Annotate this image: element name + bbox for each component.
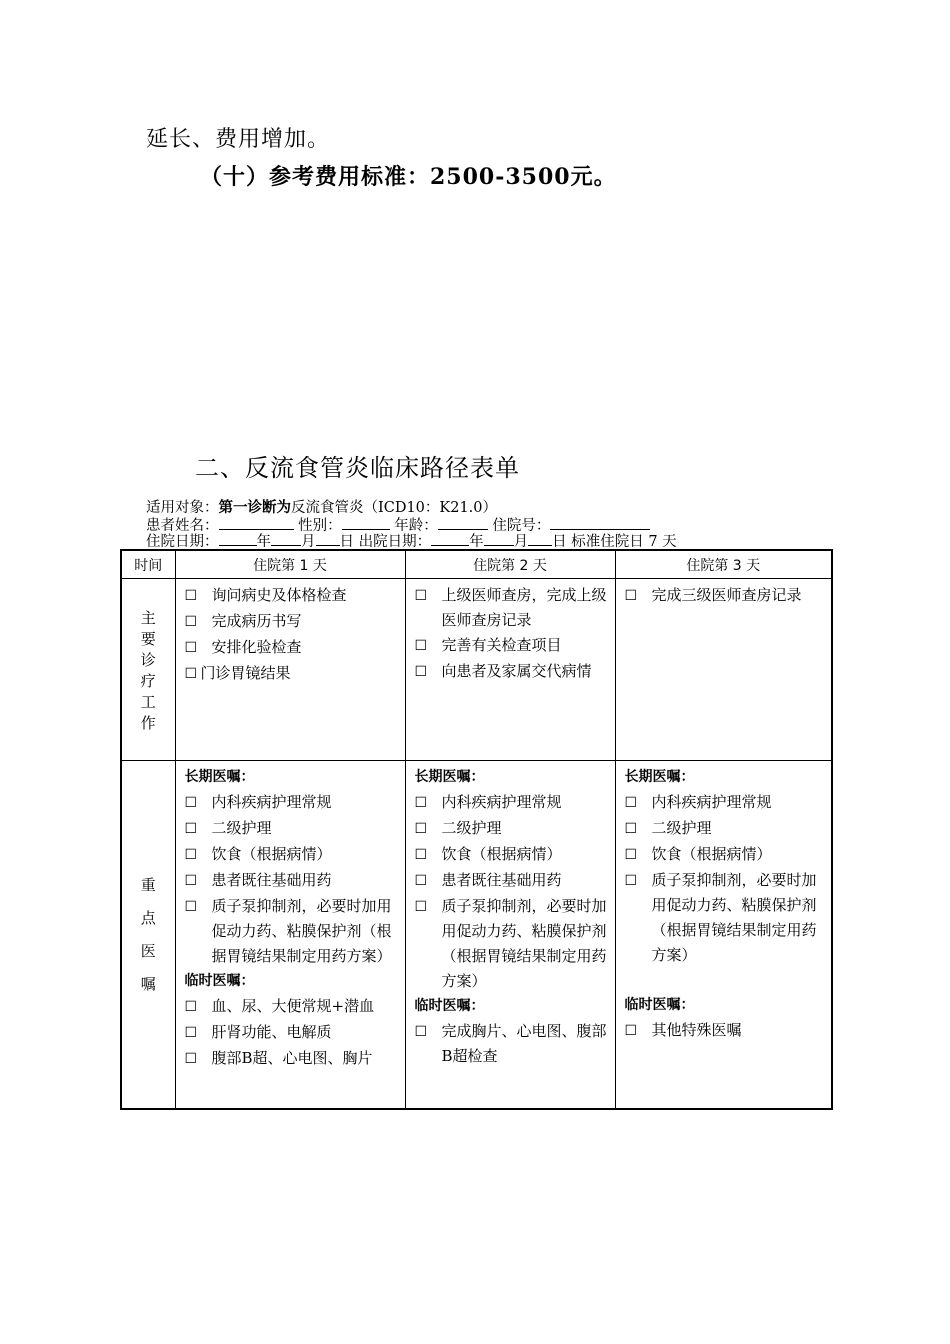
item-text: 饮食（根据病情） — [211, 845, 332, 863]
item-text: 安排化验检查 — [211, 638, 302, 656]
admit-date-label: 住院日期： — [146, 534, 219, 550]
day-label: 日 — [552, 534, 567, 550]
label-char: 主 — [140, 608, 156, 627]
list-item — [185, 868, 399, 894]
main-work-day3 — [615, 579, 832, 761]
item-text: 完善有关检查项目 — [441, 636, 562, 654]
hosp-no-label: 住院号： — [492, 518, 551, 534]
checkbox[interactable] — [185, 1020, 212, 1046]
list-item — [415, 633, 609, 659]
orders-day3 — [615, 761, 832, 1109]
item-text: 内科疾病护理常规 — [211, 793, 332, 811]
list-item — [625, 583, 826, 609]
item-text: 饮食（根据病情） — [441, 845, 562, 863]
year-label: 年 — [469, 534, 484, 550]
label-char: 要 — [140, 629, 156, 648]
long-term-heading: 长期医嘱： — [624, 769, 695, 785]
list-item — [415, 894, 609, 994]
discharge-day-field[interactable] — [528, 532, 552, 546]
checkbox[interactable] — [185, 842, 212, 868]
main-work-row — [121, 579, 832, 761]
list-item — [415, 842, 609, 868]
item-text: 完成胸片、心电图、腹部B超检查 — [441, 1022, 607, 1065]
item-text: 肝肾功能、电解质 — [211, 1023, 332, 1041]
admit-day-field[interactable] — [316, 532, 340, 546]
main-work-day1 — [175, 579, 405, 761]
list-item — [415, 816, 609, 842]
list-item — [185, 894, 399, 969]
item-text: 二级护理 — [441, 819, 502, 837]
sex-field[interactable] — [342, 516, 390, 530]
list-item — [625, 790, 826, 816]
list-item — [625, 842, 826, 868]
list-item — [185, 790, 399, 816]
checkbox[interactable] — [185, 868, 212, 894]
long-term-heading: 长期医嘱： — [184, 769, 255, 785]
list-item — [185, 994, 399, 1020]
checkbox[interactable] — [625, 583, 652, 609]
list-item — [625, 1018, 826, 1044]
checkbox[interactable] — [185, 894, 212, 969]
checkbox[interactable] — [415, 790, 442, 816]
item-text: 上级医师查房，完成上级医师查房记录 — [441, 586, 607, 629]
item-text: 询问病史及体格检查 — [211, 586, 347, 604]
item-text: 完成病历书写 — [211, 612, 302, 630]
month-label: 月 — [513, 534, 529, 550]
list-item — [415, 868, 609, 894]
label-char: 医 — [140, 942, 156, 961]
list-item — [415, 790, 609, 816]
list-item — [185, 583, 399, 609]
orders-day1 — [175, 761, 405, 1109]
temporary-heading: 临时医嘱： — [184, 973, 255, 989]
header-day1: 住院第 1 天 — [175, 550, 405, 579]
main-work-day2 — [405, 579, 615, 761]
item-text: 质子泵抑制剂，必要时加用促动力药、粘膜保护剂（根据胃镜结果制定用药方案） — [211, 897, 392, 965]
applicable-label: 适用对象： — [146, 500, 219, 516]
month-label: 月 — [301, 534, 316, 550]
patient-name-field[interactable] — [219, 516, 294, 530]
item-text: 其他特殊医嘱 — [651, 1021, 742, 1039]
admit-month-field[interactable] — [271, 532, 301, 546]
temporary-heading: 临时医嘱： — [414, 998, 485, 1014]
item-text: 向患者及家属交代病情 — [441, 662, 592, 680]
hosp-no-field[interactable] — [550, 516, 650, 530]
checkbox[interactable] — [415, 1019, 442, 1069]
checkbox[interactable] — [185, 994, 212, 1020]
day-label: 日 — [339, 534, 354, 550]
applicable-rest: 反流食管炎（ICD10：K21.0） — [291, 500, 498, 516]
patient-name-label: 患者姓名： — [146, 518, 219, 534]
checkbox[interactable] — [625, 790, 652, 816]
orders-row — [121, 761, 832, 1109]
list-item — [185, 1046, 399, 1072]
checkbox[interactable] — [625, 816, 652, 842]
header-day2: 住院第 2 天 — [405, 550, 615, 579]
checkbox[interactable] — [185, 1046, 212, 1072]
list-item — [625, 868, 826, 968]
checkbox[interactable] — [415, 868, 442, 894]
item-text: 内科疾病护理常规 — [441, 793, 562, 811]
item-text: 二级护理 — [651, 819, 712, 837]
checkbox[interactable] — [415, 816, 442, 842]
item-text: 腹部B超、心电图、胸片 — [211, 1049, 373, 1067]
main-work-label — [121, 579, 175, 761]
clinical-pathway-table — [120, 549, 833, 1110]
list-item — [185, 1020, 399, 1046]
checkbox[interactable] — [415, 583, 442, 633]
item-text: 患者既往基础用药 — [211, 871, 332, 889]
discharge-date-label: 出院日期： — [358, 534, 432, 550]
checkbox[interactable] — [185, 635, 212, 661]
item-text: 患者既往基础用药 — [441, 871, 562, 889]
standard-stay-label: 标准住院日 7 天 — [571, 534, 677, 550]
section-title: 二、反流食管炎临床路径表单 — [195, 454, 520, 482]
applicable-bold: 第一诊断为 — [218, 499, 291, 516]
item-text: 饮食（根据病情） — [651, 845, 772, 863]
checkbox[interactable] — [415, 842, 442, 868]
item-text: 血、尿、大便常规+潜血 — [211, 997, 375, 1015]
item-text: 质子泵抑制剂，必要时加用促动力药、粘膜保护剂（根据胃镜结果制定用药方案） — [651, 871, 817, 964]
checkbox[interactable] — [625, 1018, 652, 1044]
header-day3: 住院第 3 天 — [615, 550, 832, 579]
continuation-text: 延长、费用增加。 — [146, 127, 331, 152]
orders-day2 — [405, 761, 615, 1109]
header-time: 时间 — [121, 550, 175, 579]
list-item — [415, 1019, 609, 1069]
item-text: 质子泵抑制剂，必要时加用促动力药、粘膜保护剂（根据胃镜结果制定用药方案） — [441, 897, 607, 990]
header-row — [121, 550, 832, 579]
date-line — [146, 532, 677, 550]
label-char: 工 — [140, 692, 156, 711]
sex-label: 性别： — [298, 518, 342, 534]
list-item — [415, 583, 609, 633]
temporary-heading: 临时医嘱： — [624, 997, 695, 1013]
fee-standard-heading: （十）参考费用标准：2500-3500元。 — [200, 164, 617, 190]
checkbox[interactable] — [625, 868, 652, 968]
long-term-heading: 长期医嘱： — [414, 769, 485, 785]
list-item — [185, 816, 399, 842]
checkbox[interactable] — [415, 894, 442, 994]
age-field[interactable] — [438, 516, 488, 530]
item-text: 完成三级医师查房记录 — [651, 586, 802, 604]
checkbox[interactable] — [185, 661, 201, 687]
label-char: 诊 — [140, 650, 156, 669]
checkbox[interactable] — [185, 816, 212, 842]
label-char: 重 — [140, 876, 156, 895]
year-label: 年 — [256, 534, 271, 550]
discharge-month-field[interactable] — [484, 532, 514, 546]
orders-label — [121, 761, 175, 1109]
label-char: 嘱 — [140, 975, 156, 994]
age-label: 年龄： — [394, 518, 438, 534]
list-item — [185, 635, 399, 661]
checkbox[interactable] — [625, 842, 652, 868]
item-text: 二级护理 — [211, 819, 272, 837]
checkbox[interactable] — [185, 583, 212, 609]
list-item — [625, 816, 826, 842]
checkbox[interactable] — [185, 790, 212, 816]
item-text: 门诊胃镜结果 — [200, 664, 291, 682]
list-item — [185, 842, 399, 868]
applicable-line — [146, 500, 497, 516]
label-char: 点 — [140, 909, 156, 928]
label-char: 疗 — [140, 671, 156, 690]
list-item — [415, 659, 609, 685]
label-char: 作 — [140, 713, 156, 732]
checkbox[interactable] — [185, 609, 212, 635]
list-item — [185, 609, 399, 635]
list-item — [185, 661, 399, 687]
admit-year-field[interactable] — [219, 532, 257, 546]
checkbox[interactable] — [415, 633, 442, 659]
discharge-year-field[interactable] — [431, 532, 469, 546]
checkbox[interactable] — [415, 659, 442, 685]
item-text: 内科疾病护理常规 — [651, 793, 772, 811]
